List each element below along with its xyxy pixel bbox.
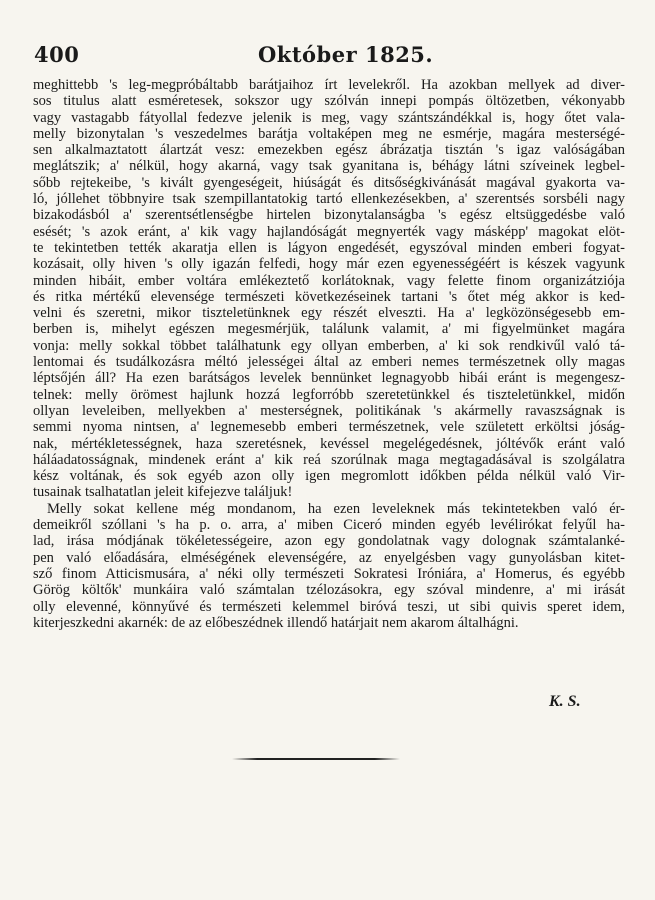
text-line: esését; 's azok eránt, a' kik vagy hajlandóságát megnyerték vagy másképp' magokat elöt- [33, 223, 625, 240]
text-line: Melly sokat kellene még mondanom, ha ezen leveleknek más tekintetekben való ér- [47, 500, 625, 517]
text-line: kiterjeszkedni akarnék: de az előbeszédnek illendő határjait nem akarom általhágni. [33, 614, 519, 631]
text-line: kozásait, olly hiven 's olly igazán felfedi, hogy már ezen egyenességéért is készek vagyunk [33, 256, 625, 273]
text-line: sző finom Atticismusára, a' néki olly természeti Sokratesi Iróniára, a' Homerus, és egyébb [33, 565, 625, 582]
text-line: sőbb rejtekeibe, 's kivált gyengeségeit, hiúságát és ditsőségkivánását magával gyakorta va- [33, 174, 625, 191]
paragraph-1 [33, 77, 625, 501]
text-line: tusainak tsalhatatlan jeleit kifejezve találjuk! [33, 484, 293, 501]
page-number: 400 [34, 42, 80, 67]
signature: K. S. [549, 693, 581, 710]
text-line: vagy vastagabb fátyollal fedezve jelenik is meg, vagy szántszándékkal is, hogy őtet vala- [33, 109, 625, 126]
text-line: léptsőjén áll? Ha ezen barátságos levelek bennünket legnagyobb hibái eránt is megengesz- [33, 370, 625, 387]
text-line: minden hibáit, ember voltára emlékeztető korlátoknak, vagy felette finom organizátziója [33, 272, 625, 289]
text-line: nak, mértékletességnek, haza szeretésnek, kevéssel megelégedésnek, jóltévők eránt való [33, 435, 625, 452]
text-line: meglátszik; a' nélkül, hogy akarná, vagy tsak gyanitana is, béhágy látni szíveinek legbel- [33, 158, 625, 175]
text-line: kész voltának, és sok egyéb azon olly igen megromlott időkben példa nélkül való Vir- [33, 468, 625, 485]
text-line: te tekintetben tették akaratja ellen is lágyon engedését, egyszóval minden emberi fogyat- [33, 239, 625, 256]
text-line: pen való előadására, elméségének elevenségére, az enyelgésben vagy gunyolásban kitet- [33, 549, 625, 566]
text-line: telnek: melly örömest hajlunk hozzá legforróbb szeretetünkkel és tiszteletünkkel, midőn [33, 386, 625, 403]
text-line: lentomai és tsudálkozásra méltó jelességei által az emberi nemes természetnek olly magas [33, 354, 625, 371]
text-line: Görög költők' munkáira való számtalan tzélozásokra, egy szóval mindenre, a' mi irását [33, 582, 625, 599]
text-line: vonja: melly sokkal többet találhatunk egy ollyan emberben, a' ki sok rendkivűl való tá- [33, 337, 625, 354]
text-line: bizakodásból a' szerentsétlenségbe hirtelen bizonytalanságba 's egész eltsüggedésbe való [33, 207, 625, 224]
text-line: lad, irása módjának tökéletességeire, azon egy gondolatnak vagy dolognak számtalanké- [33, 533, 625, 550]
running-head: Október 1825. [258, 42, 434, 67]
text-line: meghittebb 's leg-megpróbáltabb barátjaihoz írt levelekről. Ha azokban mellyek ad diver- [33, 77, 625, 93]
body-text [33, 77, 625, 631]
paragraph-2 [33, 501, 625, 631]
end-rule [232, 758, 400, 760]
text-line: és ritka mértékű elevensége természeti következéseinek tartani 's őtet még akkor is ked- [33, 288, 625, 305]
text-line: sen alkalmaztatott álartzát vesz: emezekben egész ábrázatja tisztán 's igaz valóságában [33, 142, 625, 159]
text-line: ollyan leveleiben, mellyekben a' mesterségnek, politikának 's akármelly ravaszságnak is [33, 402, 625, 419]
text-line: sos titulus alatt esméretesek, sokszor ugy szólván innepi pompás öltözetben, vékonyabb [33, 93, 625, 110]
text-line: berben is, mihelyt egészen megesmérjük, találunk valamit, a' mi figyelmünket magára [33, 321, 625, 338]
text-line: semmi nyoma nintsen, a' legnemesebb emberi természetnek, vele született erköltsi jóság- [33, 419, 625, 436]
page-header [32, 40, 632, 70]
text-line: velni és szeretni, mikor tiszteletünknek egy részét elveszti. Ha a' legközönségesebb em- [33, 305, 625, 322]
text-line: melly bizonytalan 's veszedelmes barátja voltaképen meg ne esmérje, magára mesterségé- [33, 125, 625, 142]
text-line: ló, jóllehet többnyire tsak szempillantatokig tartó ellenkezésekben, a' szerentsés sorsbéli nagy [33, 191, 625, 208]
text-line: olly elevenné, könnyűvé és természeti kelemmel biróvá teszi, ut sibi quivis speret idem, [33, 598, 625, 615]
text-line: demeikről szóllani 's ha p. o. arra, a' miben Ciceró minden egyéb levélirókat felyűl ha- [33, 517, 625, 534]
text-line: háláadatosságnak, mindenek eránt a' kik reá szorúlnak maga megtagadásával is szolgálatra [33, 451, 625, 468]
